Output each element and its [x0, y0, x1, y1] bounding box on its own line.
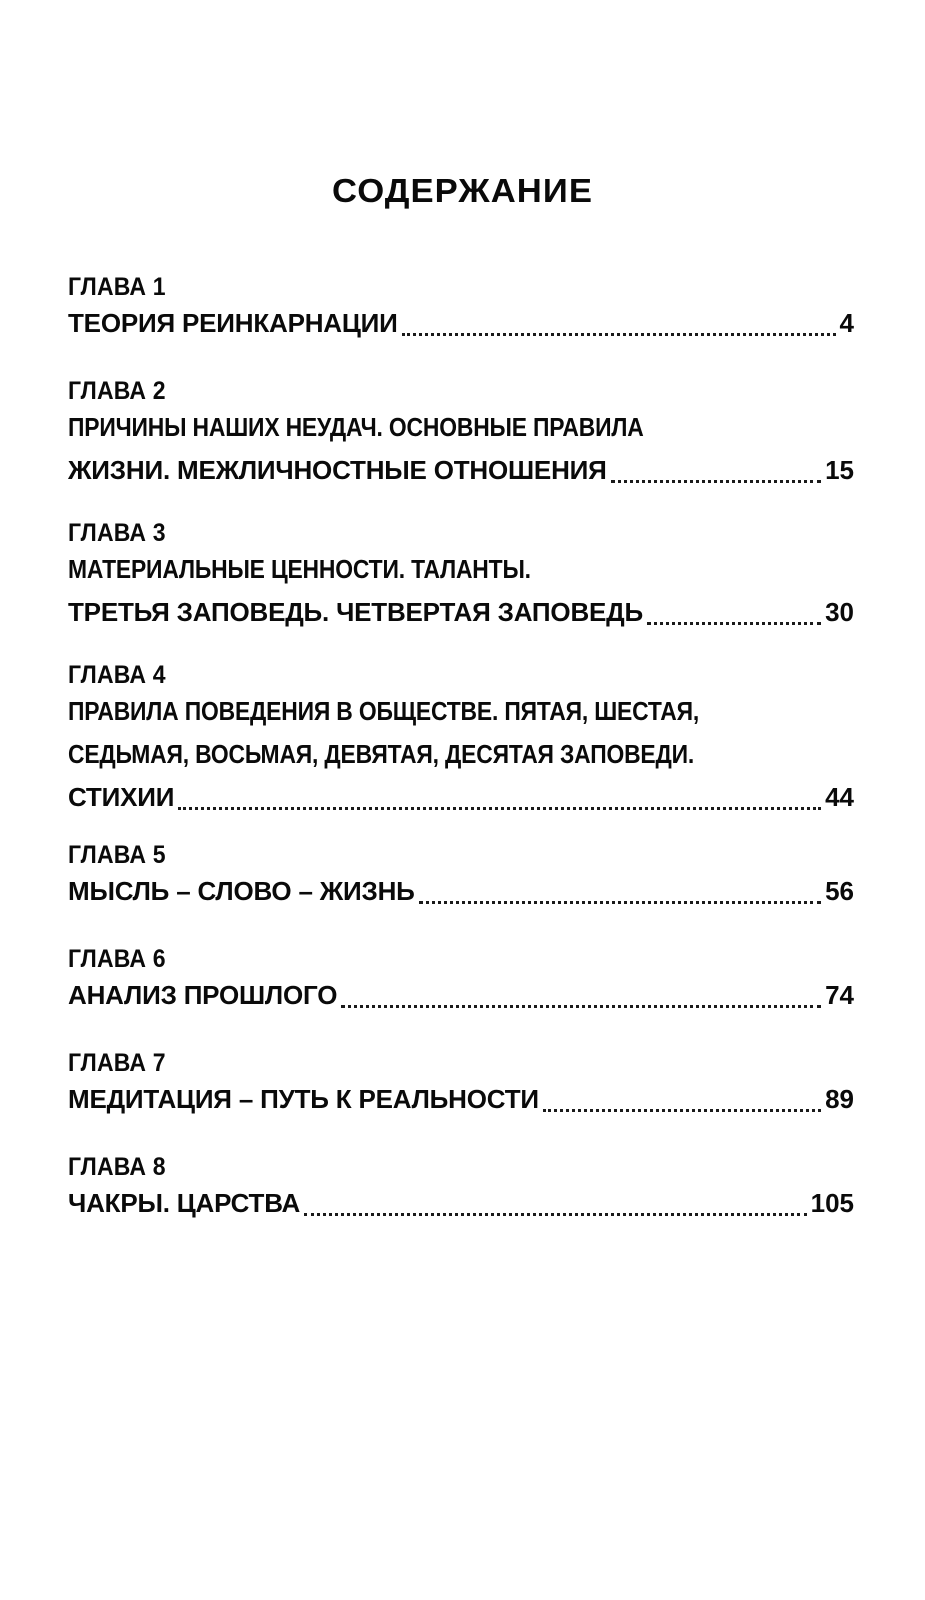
toc-entry[interactable]	[68, 449, 854, 492]
dot-leader	[647, 622, 821, 625]
page-number: 89	[825, 1084, 854, 1114]
page-number: 30	[825, 597, 854, 627]
toc-chapter-3[interactable]	[68, 518, 854, 634]
dot-leader	[178, 807, 821, 810]
page-number: 56	[825, 876, 854, 906]
dot-leader	[304, 1213, 807, 1216]
chapter-title: АНАЛИЗ ПРОШЛОГО	[68, 980, 338, 1010]
page-number: 15	[825, 455, 854, 485]
chapter-title-line: ПРИЧИНЫ НАШИХ НЕУДАЧ. ОСНОВНЫЕ ПРАВИЛА	[68, 412, 644, 442]
chapter-title-line: МАТЕРИАЛЬНЫЕ ЦЕННОСТИ. ТАЛАНТЫ.	[68, 554, 531, 584]
toc-entry[interactable]	[68, 870, 854, 913]
chapter-title: ТЕОРИЯ РЕИНКАРНАЦИИ	[68, 308, 398, 338]
toc-entry[interactable]	[68, 776, 854, 819]
dot-leader	[419, 901, 821, 904]
dot-leader	[402, 333, 836, 336]
chapter-label: ГЛАВА 3	[68, 519, 166, 547]
toc-entry[interactable]	[68, 1078, 854, 1121]
chapter-title: ТРЕТЬЯ ЗАПОВЕДЬ. ЧЕТВЕРТАЯ ЗАПОВЕДЬ	[68, 597, 643, 627]
chapter-label: ГЛАВА 1	[68, 273, 166, 301]
page-number: 74	[825, 980, 854, 1010]
chapter-title: СТИХИИ	[68, 782, 175, 812]
toc-chapter-5[interactable]	[68, 840, 854, 913]
chapter-title: ЧАКРЫ. ЦАРСТВА	[68, 1188, 301, 1218]
chapter-title: МЕДИТАЦИЯ – ПУТЬ К РЕАЛЬНОСТИ	[68, 1084, 539, 1114]
dot-leader	[341, 1005, 821, 1008]
toc-entry[interactable]	[68, 591, 854, 634]
page-number: 44	[825, 782, 854, 812]
chapter-label: ГЛАВА 6	[68, 945, 166, 973]
chapter-label: ГЛАВА 4	[68, 661, 166, 689]
chapter-title-line: СЕДЬМАЯ, ВОСЬМАЯ, ДЕВЯТАЯ, ДЕСЯТАЯ ЗАПОВЕДИ.	[68, 739, 695, 769]
page-number: 4	[839, 308, 854, 338]
chapter-label: ГЛАВА 5	[68, 841, 166, 869]
toc-entry[interactable]	[68, 302, 854, 345]
toc-chapter-6[interactable]	[68, 944, 854, 1017]
dot-leader	[611, 480, 821, 483]
page-title: СОДЕРЖАНИЕ	[332, 172, 593, 209]
toc-entry[interactable]	[68, 974, 854, 1017]
toc-chapter-1[interactable]	[68, 272, 854, 345]
toc-chapter-7[interactable]	[68, 1048, 854, 1121]
toc-entry[interactable]	[68, 1182, 854, 1225]
chapter-title: МЫСЛЬ – СЛОВО – ЖИЗНЬ	[68, 876, 415, 906]
chapter-label: ГЛАВА 8	[68, 1153, 166, 1181]
chapter-title-line: ПРАВИЛА ПОВЕДЕНИЯ В ОБЩЕСТВЕ. ПЯТАЯ, ШЕСТАЯ,	[68, 696, 700, 726]
toc-chapter-4[interactable]	[68, 660, 854, 819]
toc-chapter-8[interactable]	[68, 1152, 854, 1225]
chapter-label: ГЛАВА 2	[68, 377, 166, 405]
chapter-label: ГЛАВА 7	[68, 1049, 166, 1077]
page-number: 105	[810, 1188, 854, 1218]
chapter-title: ЖИЗНИ. МЕЖЛИЧНОСТНЫЕ ОТНОШЕНИЯ	[68, 455, 607, 485]
toc-chapter-2[interactable]	[68, 376, 854, 492]
dot-leader	[543, 1109, 821, 1112]
